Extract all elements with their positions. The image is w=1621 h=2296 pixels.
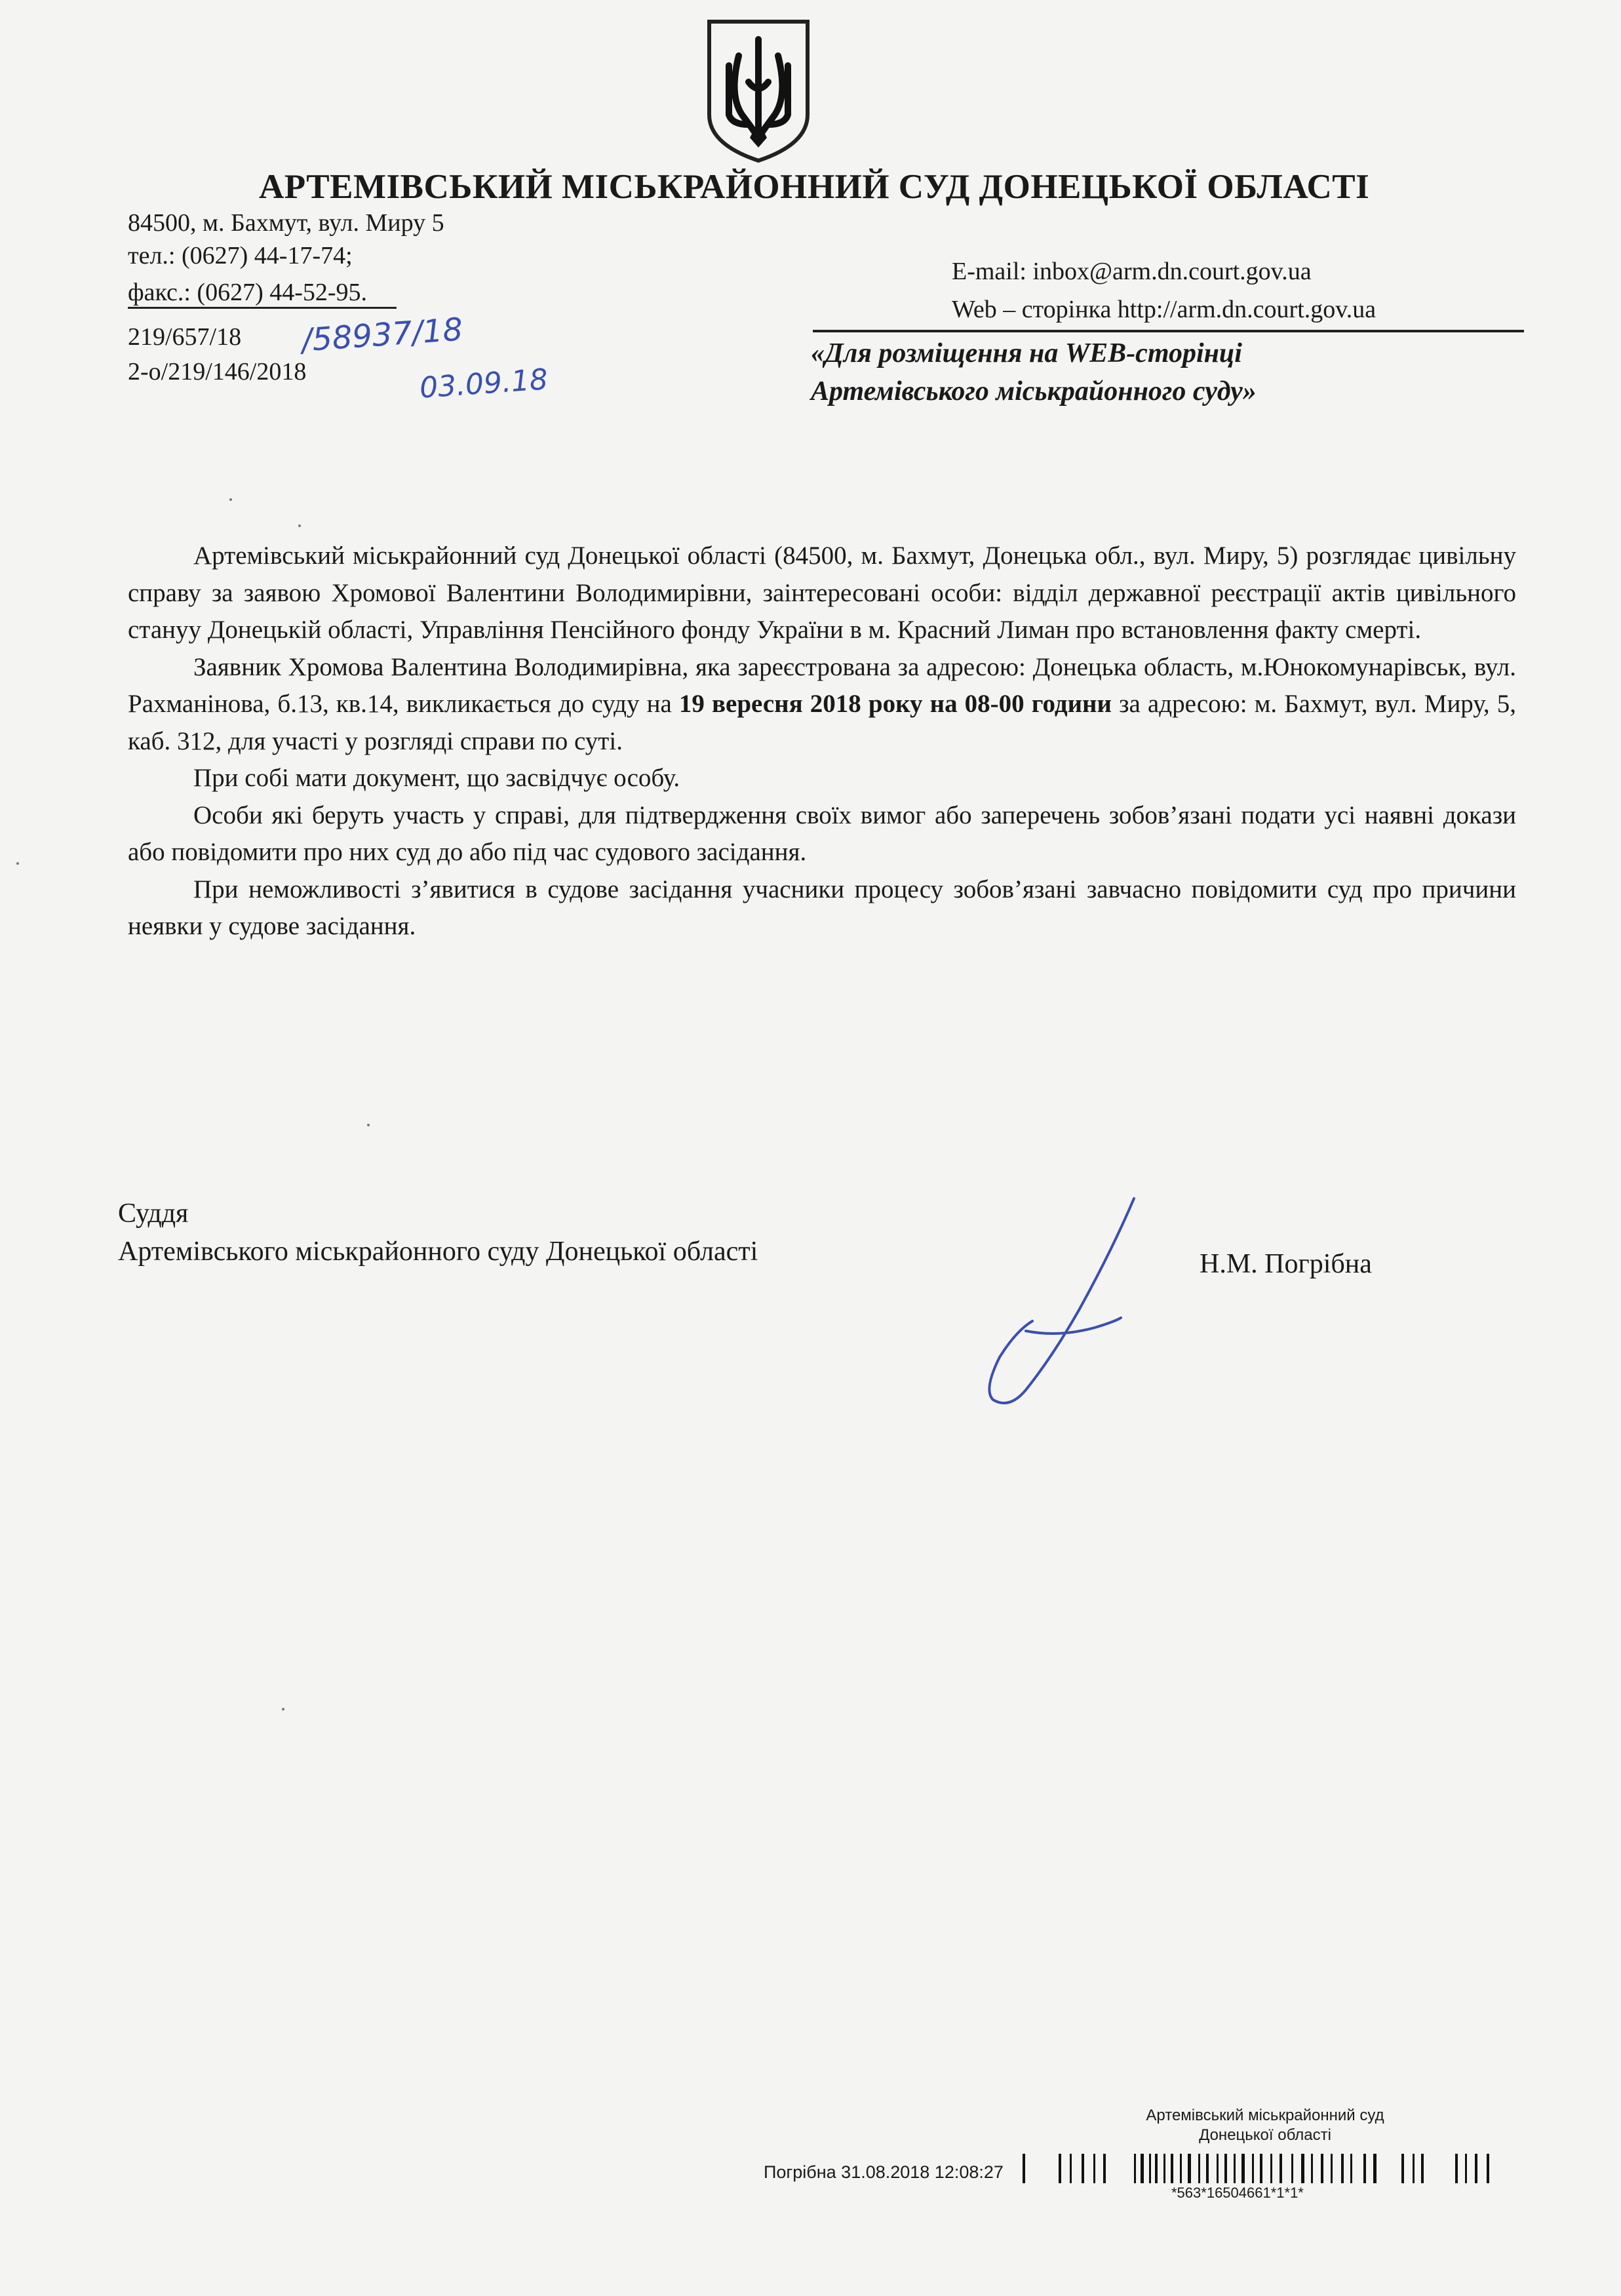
letter-body [128,538,1516,945]
judge-title: Суддя [118,1198,189,1229]
judge-block [118,1195,758,1271]
summons-text-before: Заявник Хромова Валентина Володимирівна, яка зареєстрована за адресою: Донецька область, м.Юнокомунарівськ, вул. Рахманінова, б.13, кв.14, викликається до суду на [128,652,1516,718]
web-placement-note [811,334,1257,410]
registration-stamp-court [1124,2106,1406,2145]
court-address: 84500, м. Бахмут, вул. Миру 5 [128,209,444,237]
judge-court: Артемівського міськрайонного суду Донецької області [118,1237,758,1267]
web-note-line2: Артемівського міськрайонного суду» [811,376,1257,406]
web-note-line1: «Для розміщення на WEB-сторінці [811,338,1242,368]
scan-speck [298,525,301,527]
court-email: E-mail: inbox@arm.dn.court.gov.ua [952,258,1312,285]
handwritten-signature-icon [980,1193,1150,1416]
paragraph-absence: При неможливості з’явитися в судове засідання учасники процесу зобов’язані завчасно повідомити суд про причини неявки у судове засідання. [128,875,1516,940]
judge-name: Н.М. Погрібна [1200,1249,1372,1279]
stamp-court-line1: Артемівський міськрайонний суд [1146,2107,1384,2124]
barcode-number: *563*16504661*1*1* [1171,2185,1304,2201]
case-number: 219/657/18 [128,323,242,351]
paragraph-id-document: При собі мати документ, що засвідчує особу. [193,764,680,792]
handwritten-date: 03.09.18 [418,363,549,405]
header-divider-left [128,307,397,309]
trident-emblem-icon [703,16,814,164]
scan-speck [282,1708,284,1711]
court-fax: факс.: (0627) 44-52-95. [128,279,368,306]
paragraph-evidence: Особи які беруть участь у справі, для підтвердження своїх вимог або заперечень зобов’язані подати усі наявні докази або повідомити про них суд до або під час судового засідання. [128,801,1516,866]
paragraph-case-description: Артемівський міськрайонний суд Донецької області (84500, м. Бахмут, Донецька обл., вул. Миру, 5) розглядає цивільну справу за заявою Хромової Валентини Володимирівни, заінтересовані особи: відділ державної реєстрації актів цивільного стануу Донецькій області, Управління Пенсійного фонду України в м. Красний Лиман про встановлення факту смерті. [128,542,1516,644]
stamp-court-line2: Донецької області [1199,2126,1331,2144]
header-divider-right [813,330,1524,332]
scan-speck [367,1124,370,1126]
proceeding-number: 2-о/219/146/2018 [128,358,307,386]
court-phone: тел.: (0627) 44-17-74; [128,242,353,269]
hearing-datetime: 19 вересня 2018 року на 08-00 години [678,690,1112,718]
handwritten-registration-number: /58937/18 [300,311,464,359]
court-title: АРТЕМІВСЬКИЙ МІСЬКРАЙОННИЙ СУД ДОНЕЦЬКОЇ ОБЛАСТІ [259,168,1370,206]
scan-speck [16,862,19,865]
registration-timestamp: Погрібна 31.08.2018 12:08:27 [764,2162,1004,2182]
summons-text-after: за адресою: м. Бахмут, вул. Миру, 5, каб. 312, для участі у розгляді справи по суті. [128,690,1516,755]
paragraph-summons [128,649,1516,761]
scan-speck [229,498,232,501]
court-website: Web – сторінка http://arm.dn.court.gov.ua [952,296,1377,323]
